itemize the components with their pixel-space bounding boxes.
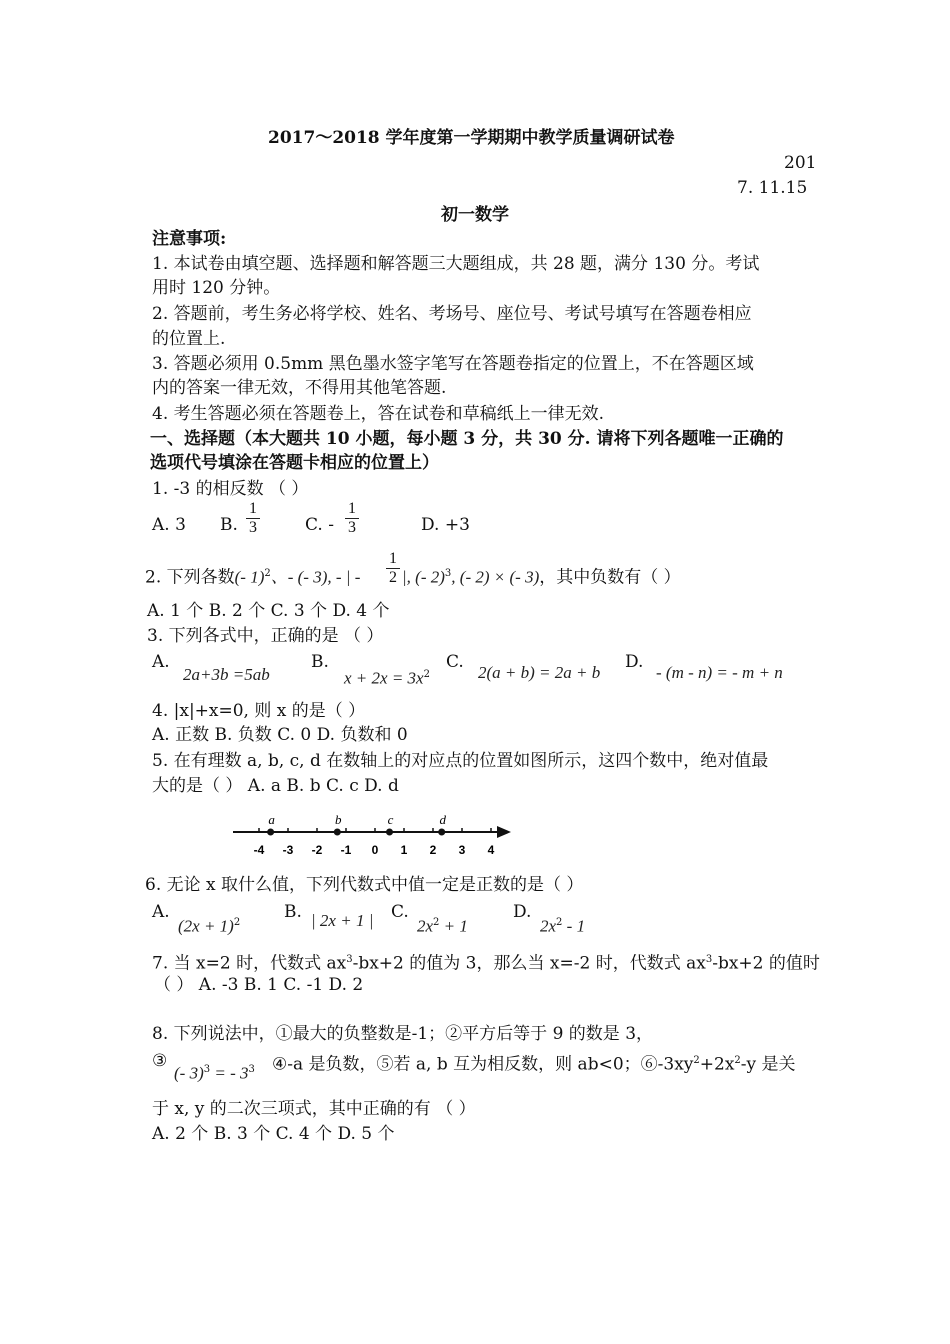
q2-stem-text: 2. 下列各数 (145, 567, 235, 588)
q8-line1: 8. 下列说法中，①最大的负整数是-1；②平方后等于 9 的数是 3， (152, 1024, 654, 1044)
notes-heading: 注意事项: (152, 229, 227, 249)
note-3b: 内的答案一律无效，不得用其他笔答题. (152, 378, 447, 398)
note-2a: 2. 答题前，考生务必将学校、姓名、考场号、座位号、考试号填写在答题卷相应 (152, 304, 752, 324)
q1-option-b-label: B. (220, 515, 238, 535)
fraction-numerator: 1 (345, 500, 359, 519)
q4-options: A. 正数 B. 负数 C. 0 D. 负数和 0 (152, 725, 408, 745)
q7-line2: （ ） A. -3 B. 1 C. -1 D. 2 (154, 975, 364, 995)
q1-option-c-label: C. - (305, 515, 334, 535)
q8-expr-b: = - 3 (210, 1063, 249, 1083)
q3-option-a-expr: 2a+3b =5ab (183, 665, 270, 684)
q6-option-a-label: A. (152, 902, 170, 922)
q6-option-c-label: C. (391, 902, 409, 922)
q2-options: A. 1 个 B. 2 个 C. 3 个 D. 4 个 (147, 601, 390, 621)
q6-option-d-expr (540, 912, 585, 938)
note-1b: 用时 120 分钟。 (152, 278, 281, 298)
q6-a-math: (2x + 1) (178, 916, 234, 936)
axis-tick-label: 4 (487, 843, 495, 857)
point-c (386, 829, 393, 836)
q8-line2a: ④-a 是负数，⑤若 a, b 互为相反数，则 ab<0；⑥-3xy (272, 1054, 694, 1075)
point-label-b: b (335, 812, 342, 827)
q2-stem-rest (402, 563, 681, 589)
q5-line2: 大的是（ ） A. a B. b C. c D. d (152, 776, 399, 796)
q3-stem: 3. 下列各式中，正确的是 （ ） (147, 626, 384, 646)
point-a (267, 829, 274, 836)
q7-line1c: -bx+2 的值时 (712, 953, 820, 974)
q1-option-a: A. 3 (152, 515, 186, 535)
q6-option-b-label: B. (284, 902, 302, 922)
q8-options: A. 2 个 B. 3 个 C. 4 个 D. 5 个 (152, 1124, 395, 1144)
subject-title: 初一数学 (441, 205, 509, 225)
exam-date-line2: 7. 11.15 (737, 178, 808, 198)
q3-option-d-label: D. (625, 652, 644, 672)
axis-tick-label: -3 (282, 843, 294, 857)
q3-option-c-expr: 2(a + b) = 2a + b (478, 663, 601, 682)
note-4: 4. 考生答题必须在答题卷上，答在试卷和草稿纸上一律无效. (152, 404, 605, 424)
section1-heading-line1: 一、选择题（本大题共 10 小题，每小题 3 分，共 30 分. 请将下列各题唯一正确的 (150, 429, 784, 449)
q1-stem: 1. -3 的相反数 （ ） (152, 479, 309, 499)
q1-option-c-fraction (345, 500, 359, 537)
q6-c-tail: + 1 (439, 916, 468, 936)
fraction-denominator: 2 (389, 569, 397, 586)
q3-b-exp: 2 (423, 669, 430, 680)
q8-line2c: -y 是关 (740, 1054, 796, 1075)
q6-c-exp: 2 (433, 917, 440, 928)
q8-expr-b-exp: 3 (248, 1064, 255, 1075)
q6-option-d-label: D. (513, 902, 532, 922)
q6-stem: 6. 无论 x 取什么值，下列代数式中值一定是正数的是（ ） (145, 875, 584, 895)
axis-tick-label: -1 (340, 843, 352, 857)
q7-exp2: 3 (705, 954, 713, 965)
q2-fraction (386, 550, 400, 587)
q8-line2-exp2: 2 (734, 1055, 741, 1066)
q8-circled-3: ③ (152, 1051, 168, 1071)
q4-stem: 4. |x|+x=0, 则 x 的是（ ） (152, 701, 366, 721)
axis-tick-label: -2 (311, 843, 323, 857)
fraction-numerator: 1 (386, 550, 400, 569)
q6-d-exp: 2 (556, 917, 563, 928)
exam-title: 2017～2018 学年度第一学期期中教学质量调研试卷 (268, 128, 675, 148)
q3-option-b-expr (344, 664, 430, 690)
note-3a: 3. 答题必须用 0.5mm 黑色墨水签字笔写在答题卷指定的位置上，不在答题区域 (152, 354, 754, 374)
number-line-figure (225, 808, 520, 860)
q8-line2 (272, 1050, 796, 1076)
q2-exp3: 3 (444, 568, 452, 579)
q7-line1 (152, 949, 820, 975)
axis-tick-label: 3 (458, 843, 466, 857)
q7-line1a: 7. 当 x=2 时，代数式 ax (152, 953, 347, 974)
point-b (334, 829, 341, 836)
point-label-c: c (387, 812, 394, 827)
q2-expr3: |, (- 2) (402, 567, 445, 587)
note-2b: 的位置上. (152, 329, 226, 349)
q8-expr-a: (- 3) (174, 1063, 204, 1083)
q8-line2b: +2x (699, 1054, 735, 1075)
axis-tick-label: 1 (400, 843, 408, 857)
exam-date-line1: 201 (784, 153, 817, 173)
number-line-arrow (497, 826, 511, 838)
q6-option-b-expr: | 2x + 1 | (311, 911, 374, 930)
q5-line1: 5. 在有理数 a, b, c, d 在数轴上的对应点的位置如图所示，这四个数中，绝对值最 (152, 751, 769, 771)
q3-option-b-label: B. (311, 652, 329, 672)
q3-option-d-expr: - (m - n) = - m + n (656, 663, 783, 682)
q8-line2-exp1: 2 (693, 1055, 700, 1066)
q2-expr4: , (- 2) × (- 3) (451, 567, 540, 587)
q6-c-math: 2x (417, 916, 434, 936)
q7-line1b: -bx+2 的值为 3，那么当 x=-2 时，代数式 ax (352, 953, 706, 974)
q3-option-a-label: A. (152, 652, 170, 672)
fraction-denominator: 3 (249, 519, 257, 536)
q2-exp1: 2 (264, 568, 271, 579)
q6-d-tail: - 1 (562, 916, 586, 936)
fraction-numerator: 1 (246, 500, 260, 519)
q2-tail: ，其中负数有（ ） (539, 567, 681, 588)
q1-option-d: D. +3 (421, 515, 470, 535)
axis-tick-label: 2 (429, 843, 437, 857)
q7-exp1: 3 (346, 954, 353, 965)
q3-option-c-label: C. (446, 652, 464, 672)
point-label-d: d (439, 812, 446, 827)
note-1a: 1. 本试卷由填空题、选择题和解答题三大题组成，共 28 题，满分 130 分。考试 (152, 254, 760, 274)
q8-line3: 于 x, y 的二次三项式，其中正确的有 （ ） (152, 1099, 476, 1119)
q1-option-b-fraction (246, 500, 260, 537)
q6-option-c-expr (417, 912, 468, 938)
axis-tick-label: 0 (371, 843, 379, 857)
q2-expr1: (- 1) (234, 567, 265, 587)
q2-expr2: 、- (- 3), - | - (270, 567, 361, 587)
axis-tick-label: -4 (253, 843, 265, 857)
point-d (438, 829, 445, 836)
q2-stem (145, 563, 360, 589)
q6-d-math: 2x (540, 916, 557, 936)
section1-heading-line2: 选项代号填涂在答题卡相应的位置上） (150, 453, 439, 473)
q6-a-exp: 2 (233, 917, 241, 928)
q3-b-math: x + 2x = 3x (344, 668, 424, 688)
point-label-a: a (268, 812, 275, 827)
q6-option-a-expr (178, 912, 240, 938)
q8-expression (174, 1059, 255, 1085)
fraction-denominator: 3 (348, 519, 356, 536)
q8-expr-a-exp: 3 (203, 1064, 211, 1075)
